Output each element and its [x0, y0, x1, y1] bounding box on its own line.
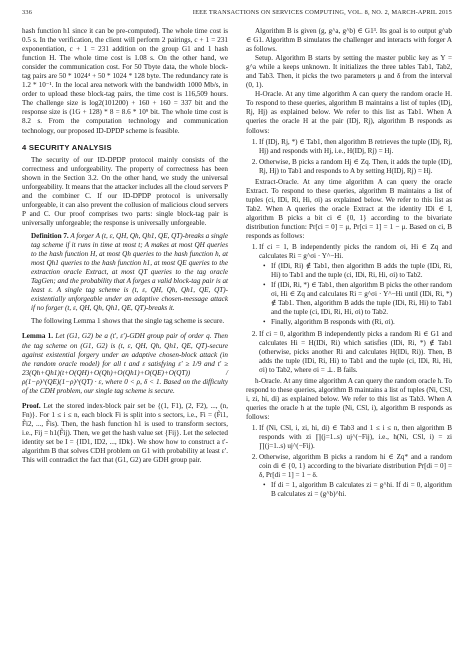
h-oracle-2-paragraph: h-Oracle. At any time algorithm A can query the random oracle h. To respond to these queries, algorithm B maintains a list of tuples (Ni, CSl, i, zi, hi, di) as explained below. We refer to this list as Tab3. When A queries the oracle h at the tuple (Ni, CSl, i), algorithm B responds as follows: — [246, 376, 452, 421]
lemma-intro-paragraph: The following Lemma 1 shows that the single tag scheme is secure. — [31, 317, 225, 326]
cost-paragraph: hash function h1 since it can be pre-computed). The whole time cost is 0.5 s. In the verification, the client will perform 2 pairings, c + 1 = 231 exponentiation, c + 1 = 231 addition on the group G1 and 1 hash function H. The whole time cost is 1.08 s. On the other hand, we consider the communication cost. For 50 Tbyte data, the whole block-tag pairs are 50 * 1024⁴ + 50 * 1024 * 128 byte. The redundancy rate is 1.2 * 10⁻¹. In the local area network with the bandwidth 1000 Mb/s, in order to upload these block-tag pairs, the time cost is 116,509 hours. The challenge size is log2(101200) + 160 + 160 = 337 bit and the response size is (1G + 128) * 8 = 8.6 * 10⁹ bit. The whole time cost is 8.2 s. From the computation technology and communication technology, our proposed ID-DPDP scheme is feasible. — [22, 27, 228, 135]
list-item: 2. Otherwise, B picks a random Hj ∈ Zq. Then, it adds the tuple (IDj, Rj, Hj) to Tab1 and responds to A by setting H(IDj, Rj) = Hj. — [259, 158, 452, 176]
lemma-label: Lemma 1. — [22, 332, 54, 341]
proof — [22, 402, 228, 465]
h-oracle-paragraph: H-Oracle. At any time algorithm A can query the random oracle H. To respond to these queries, algorithm B maintains a list of tuples (IDj, Rj, Hj) as explained below. We refer to this list as Tab1. When A queries the oracle H at the pair (IDj, Rj), algorithm B responds as follows: — [246, 90, 452, 135]
definition-label: Definition 7. — [31, 231, 69, 240]
section-heading: 4 SECURITY ANALYSIS — [22, 142, 112, 152]
left-column — [22, 27, 228, 465]
list-item: • If di = 1, algorithm B calculates zi = g^hi. If di = 0, algorithm B calculates zi = (g^b)^hi. — [271, 481, 452, 499]
list-item — [259, 453, 452, 499]
page-number: 336 — [22, 9, 33, 16]
extract-sub-list — [259, 262, 452, 327]
list-item: • If (IDi, Ri, *) ∈ Tab1, then algorithm B picks the other random σi, Hi ∈ Zq and calculates Ri = g^σi · Y^−Hi until (IDi, Ri, *) ∉ Tab1. Then, algorithm B adds the tuple (IDi, Ri, Hi) to Tab1 and the tuple (ci, IDi, Ri, Hi, σi) to Tab2. — [271, 281, 452, 317]
lemma-text: Let (G1, G2) be a (t′, ε′)-GDH group pair of order q. Then the tag scheme on (G1, G2) is (t, ε, QH, Qh, Qh1, QE, QT)-secure against existential forgery under an adaptive chosen-block attack (in the random oracle model) for all t and ε satisfying ε′ ≥ 1/9 and t′ ≥ 23(Qh+Qh1)(t+O(QH)+O(Qh)+O(Qh1)+O(QE)+O(QT)) / ρ(1−ρ)^(QE)(1−ρ)^(QT) · ε, where 0 < ρ, δ < 1. Based on the difficulty of the CDH problem, our single tag scheme is secure. — [22, 332, 228, 395]
list-item: • If (IDi, Ri) ∉ Tab1, then algorithm B adds the tuple (IDi, Ri, Hi) to Tab1 and the tuple (ci, IDi, Ri, Hi, σi) to Tab2. — [271, 262, 452, 280]
lemma-1 — [22, 332, 228, 395]
list-item: 1. If (Ni, CSl, i, zi, hi, di) ∈ Tab3 and 1 ≤ i ≤ n, then algorithm B responds with zi ∏(j=1..s) uj^(−Fij), i.e., h(Ni, CSl, i) = zi ∏(j=1..s) uj^(−Fij). — [259, 424, 452, 451]
list-item-text: Otherwise, algorithm B picks a random hi ∈ Zq* and a random coin di ∈ {0, 1} according to the bivariate distribution Pr[di = 0] = δ, Pr[di = 1] = 1 − δ. — [259, 453, 452, 480]
journal-title: IEEE TRANSACTIONS ON SERVICES COMPUTING, VOL. 8, NO. 2, MARCH-APRIL 2015 — [192, 9, 452, 16]
list-item: 1. If (IDj, Rj, *) ∈ Tab1, then algorithm B retrieves the tuple (IDj, Rj, Hj) and responds with Hj, i.e., H(IDj, Rj) = Hj. — [259, 138, 452, 156]
running-header — [22, 9, 452, 19]
list-item — [259, 243, 452, 327]
right-column — [246, 27, 452, 501]
extract-oracle-list — [246, 243, 452, 375]
h-oracle-list — [246, 138, 452, 176]
definition-7 — [31, 232, 228, 313]
h-sub-list — [259, 481, 452, 499]
list-item: 2. If ci = 0, algorithm B independently picks a random Ri ∈ G1 and calculates Hi = H(IDi, Ri) which satisfies (IDi, Ri, *) ∉ Tab1 (otherwise, picks another Ri and calculates H(IDi, Ri)). Then, B adds the tuple (IDi, Ri, Hi) to Tab1 and the tuple (ci, IDi, Ri, Hi, σi) to Tab2, where σi = ⊥. B fails. — [259, 330, 452, 375]
definition-text: A forger A (t, ε, QH, Qh, Qh1, QE, QT)-breaks a single tag scheme if it runs in time at most t; A makes at most QH queries to the hash function H, at most Qh queries to the hash function h, at most Qh1 queries to the hash function h1, at most QE queries to the extraction oracle Extract, at most QT queries to the tag oracle TagGen; and the probability that A forges a valid block-tag pair is at least ε. A single tag scheme is (t, ε, QH, Qh, Qh1, QE, QT)-existentially unforgeable under an adaptive chosen-message attack if no forger (t, ε, QH, Qh, Qh1, QE, QT)-breaks it. — [31, 231, 229, 313]
proof-label: Proof. — [22, 401, 41, 410]
security-intro-paragraph: The security of our ID-DPDP protocol mainly consists of the correctness and unforgeability. The property of correctness has been shown in the Section 3.2. On the other hand, we study the universal unforgeability. It means that the attacker includes all the cloud servers P and the combiner C. If our ID-DPDP protocol is universally unforgeable, it can also prevent the collusion of malicious cloud servers P and C. Our proof comprises two parts: single block-tag pair is universally unforgeable; the response is universally unforgeable. — [22, 155, 228, 227]
setup-paragraph: Setup. Algorithm B starts by setting the master public key as Y = g^a while a keeps unknown. It initializes the three tables Tab1, Tab2, and Tab3. Then, it picks the two parameters μ and δ from the interval (0, 1). — [246, 54, 452, 90]
proof-text: Let the stored index-block pair set be {(1, F1), (2, F2), ..., (n, Fn)}. For 1 ≤ i ≤ n, each block Fi is split into s sectors, i.e., Fi = (F̃i1, F̃i2, ..., F̃is). Then, the hash function h1 is used to transform sectors, i.e., Fij = h1(F̃ij). Then, we get the hash value set {Fij}. Let the selected identity set be I = {ID1, ID2, ..., IDk}. We show how to construct a t′-algorithm B that solves CDH problem on G1 with probability at least ε′. This will contradict the fact that (G1, G2) are GDH group pair. — [22, 401, 228, 465]
algorithm-intro-paragraph: Algorithm B is given (g, g^a, g^b) ∈ G1³. Its goal is to output g^ab ∈ G1. Algorithm B simulates the challenger and interacts with forger A as follows. — [246, 27, 452, 54]
list-item: • Finally, algorithm B responds with (Ri, σi). — [271, 318, 452, 327]
extract-oracle-paragraph: Extract-Oracle. At any time algorithm A can query the oracle Extract. To respond to these queries, algorithm B maintains a list of tuples (ci, IDi, Ri, Hi, σi) as explained below. We refer to this list as Tab2. When A queries the oracle Extract at the identity IDi ∈ I, algorithm B picks a bit ci ∈ {0, 1} according to the bivariate distribution function: Pr[ci = 0] = μ, Pr[ci = 1] = 1 − μ. Based on ci, B responds as follows: — [246, 177, 452, 241]
h-oracle-2-list — [246, 424, 452, 499]
list-item-text: If ci = 1, B independently picks the random σi, Hi ∈ Zq and calculates Ri = g^σi · Y^−Hi. — [259, 243, 452, 261]
